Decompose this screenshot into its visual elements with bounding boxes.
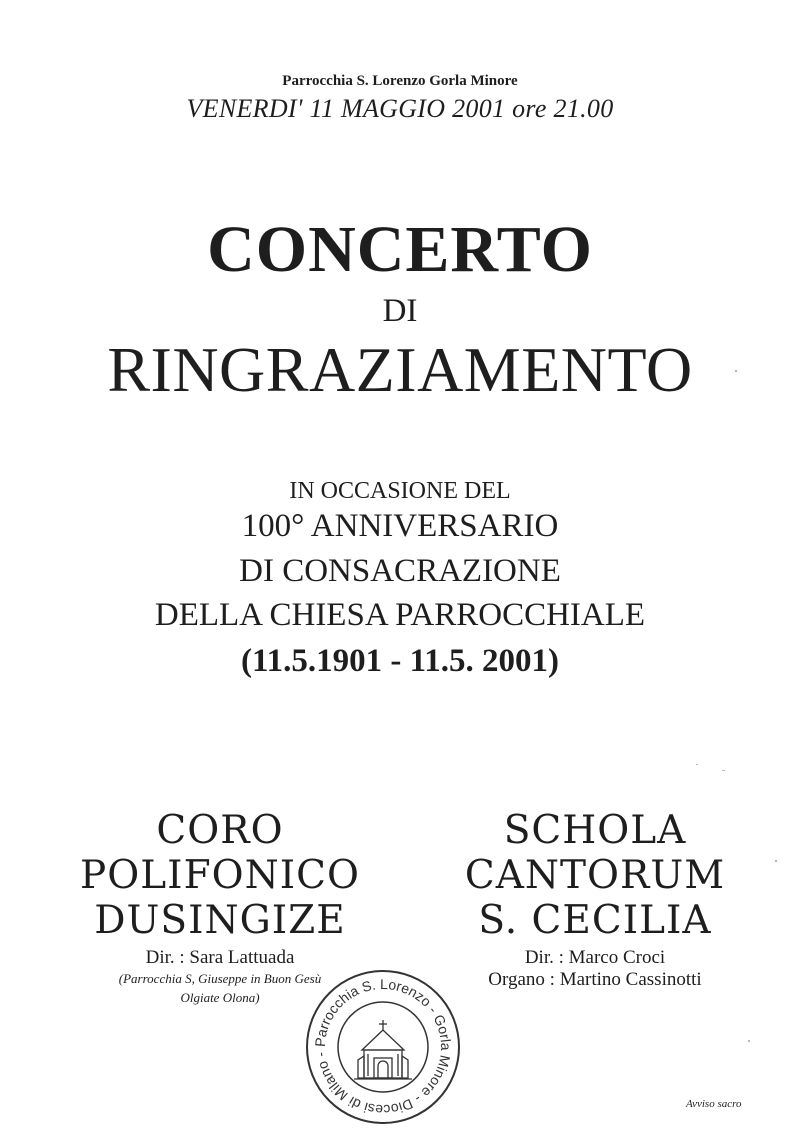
choir-left-director: Dir. : Sara Lattuada — [145, 947, 295, 968]
occasion-consecration: DI CONSACRAZIONE — [239, 553, 561, 589]
parish-name: Parrocchia S. Lorenzo Gorla Minore — [282, 73, 518, 89]
choir-right-director: Dir. : Marco Croci — [524, 947, 666, 968]
scan-speck — [735, 370, 737, 372]
scan-speck — [775, 860, 777, 862]
choir-right-organist: Organo : Martino Cassinotti — [488, 969, 702, 990]
scan-speck — [748, 1040, 750, 1042]
choir-right-name-line1: SCHOLA — [503, 808, 687, 853]
occasion-church: DELLA CHIESA PARROCCHIALE — [154, 597, 646, 633]
occasion-anniversary: 100° ANNIVERSARIO — [241, 508, 559, 544]
choir-right-name-line2: CANTORUM — [464, 853, 726, 898]
occasion-dates: (11.5.1901 - 11.5. 2001) — [240, 643, 560, 679]
choir-right-name-line3: S. CECILIA — [478, 898, 712, 943]
title-concerto: CONCERTO — [207, 213, 593, 286]
occasion-intro: IN OCCASIONE DEL — [289, 478, 511, 504]
notice-avviso-sacro: Avviso sacro — [686, 1098, 742, 1110]
choir-left-note-line2: Olgiate Olona) — [180, 990, 260, 1005]
choir-left-name-line3: DUSINGIZE — [94, 898, 346, 943]
scan-speck — [696, 764, 698, 765]
choir-left-name-line1: CORO — [156, 808, 284, 853]
scan-speck — [722, 770, 725, 771]
church-icon — [354, 1020, 412, 1079]
choir-left-name-line2: POLIFONICO — [80, 853, 360, 898]
choir-right — [385, 808, 800, 991]
choir-left-note-line1: (Parrocchia S, Giuseppe in Buon Gesù — [118, 971, 322, 986]
title-di: DI — [382, 293, 418, 329]
event-date-time: VENERDI' 11 MAGGIO 2001 ore 21.00 — [186, 94, 614, 123]
stamp-text: Parrocchia S. Lorenzo - Gorla Minore - Diocesi di Milano - — [311, 975, 455, 1119]
parish-stamp — [304, 968, 462, 1126]
title-ringraziamento: RINGRAZIAMENTO — [107, 334, 693, 405]
